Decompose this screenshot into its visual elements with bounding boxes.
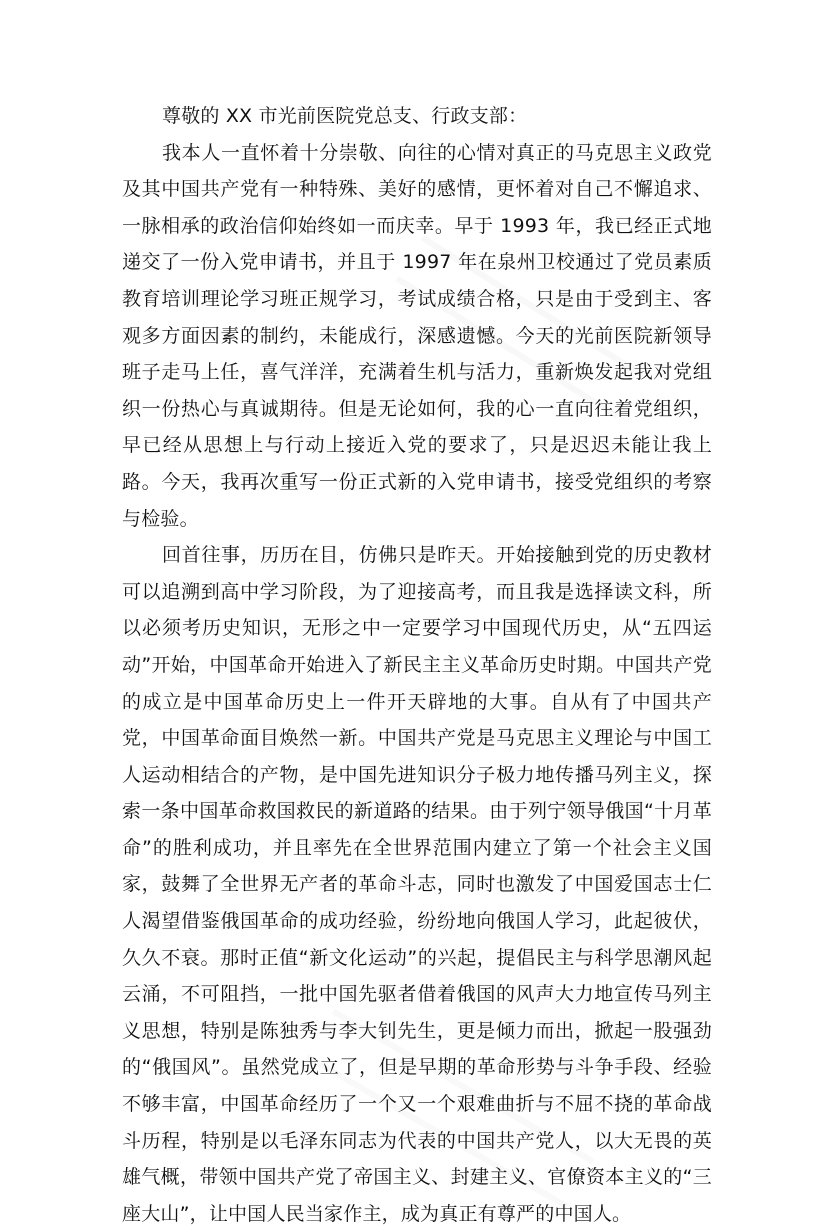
- paragraph: 回首往事，历历在目，仿佛只是昨天。开始接触到党的历史教材可以追溯到高中学习阶段，为了迎接高考，而且我是选择读文科，所以必须考历史知识，无形之中一定要学习中国现代历史，从“五四运动”开始，中国革命开始进入了新民主主义革命历史时期。中国共产党的成立是中国革命历史上一件开天辟地的大事。自从有了中国共产党，中国革命面目焕然一新。中国共产党是马克思主义理论与中国工人运动相结合的产物，是中国先进知识分子极力地传播马列主义，探索一条中国革命救国救民的新道路的结果。由于列宁领导俄国“十月革命”的胜利成功，并且率先在全世界范围内建立了第一个社会主义国家，鼓舞了全世界无产者的革命斗志，同时也激发了中国爱国志士仁人渴望借鉴俄国革命的成功经验，纷纷地向俄国人学习，此起彼伏，久久不衰。那时正值“新文化运动”的兴起，提倡民主与科学思潮风起云涌，不可阻挡，一批中国先驱者借着俄国的风声大力地宣传马列主义思想，特别是陈独秀与李大钊先生，更是倾力而出，掀起一股强劲的“俄国风”。虽然党成立了，但是早期的革命形势与斗争手段、经验不够丰富，中国革命经历了一个又一个艰难曲折与不屈不挠的革命战斗历程，特别是以毛泽东同志为代表的中国共产党人，以大无畏的英雄气概，带领中国共产党了帝国主义、封建主义、官僚资本主义的“三座大山”，让中国人民当家作主，成为真正有尊严的中国人。: [122, 544, 712, 1225]
- salutation: 尊敬的 XX 市光前医院党总支、行政支部：: [162, 105, 528, 127]
- paragraph: 我本人一直怀着十分崇敬、向往的心情对真正的马克思主义政党及其中国共产党有一种特殊、美好的感情，更怀着对自己不懈追求、一脉相承的政治信仰始终如一而庆幸。早于 1993 年，我已经正式地递交了一份入党申请书，并且于 1997 年在泉州卫校通过了党员素质教育培训理论学习班正规学习，考试成绩合格，只是由于受到主、客观多方面因素的制约，未能成行，深感遗憾。今天的光前医院新领导班子走马上任，喜气洋洋，充满着生机与活力，重新焕发起我对党组织一份热心与真诚期待。但是无论如何，我的心一直向往着党组织，早已经从思想上与行动上接近入党的要求了，只是迟迟未能让我上路。今天，我再次重写一份正式新的入党申请书，接受党组织的考察与检验。: [122, 141, 712, 530]
- letter-body: [122, 98, 712, 1232]
